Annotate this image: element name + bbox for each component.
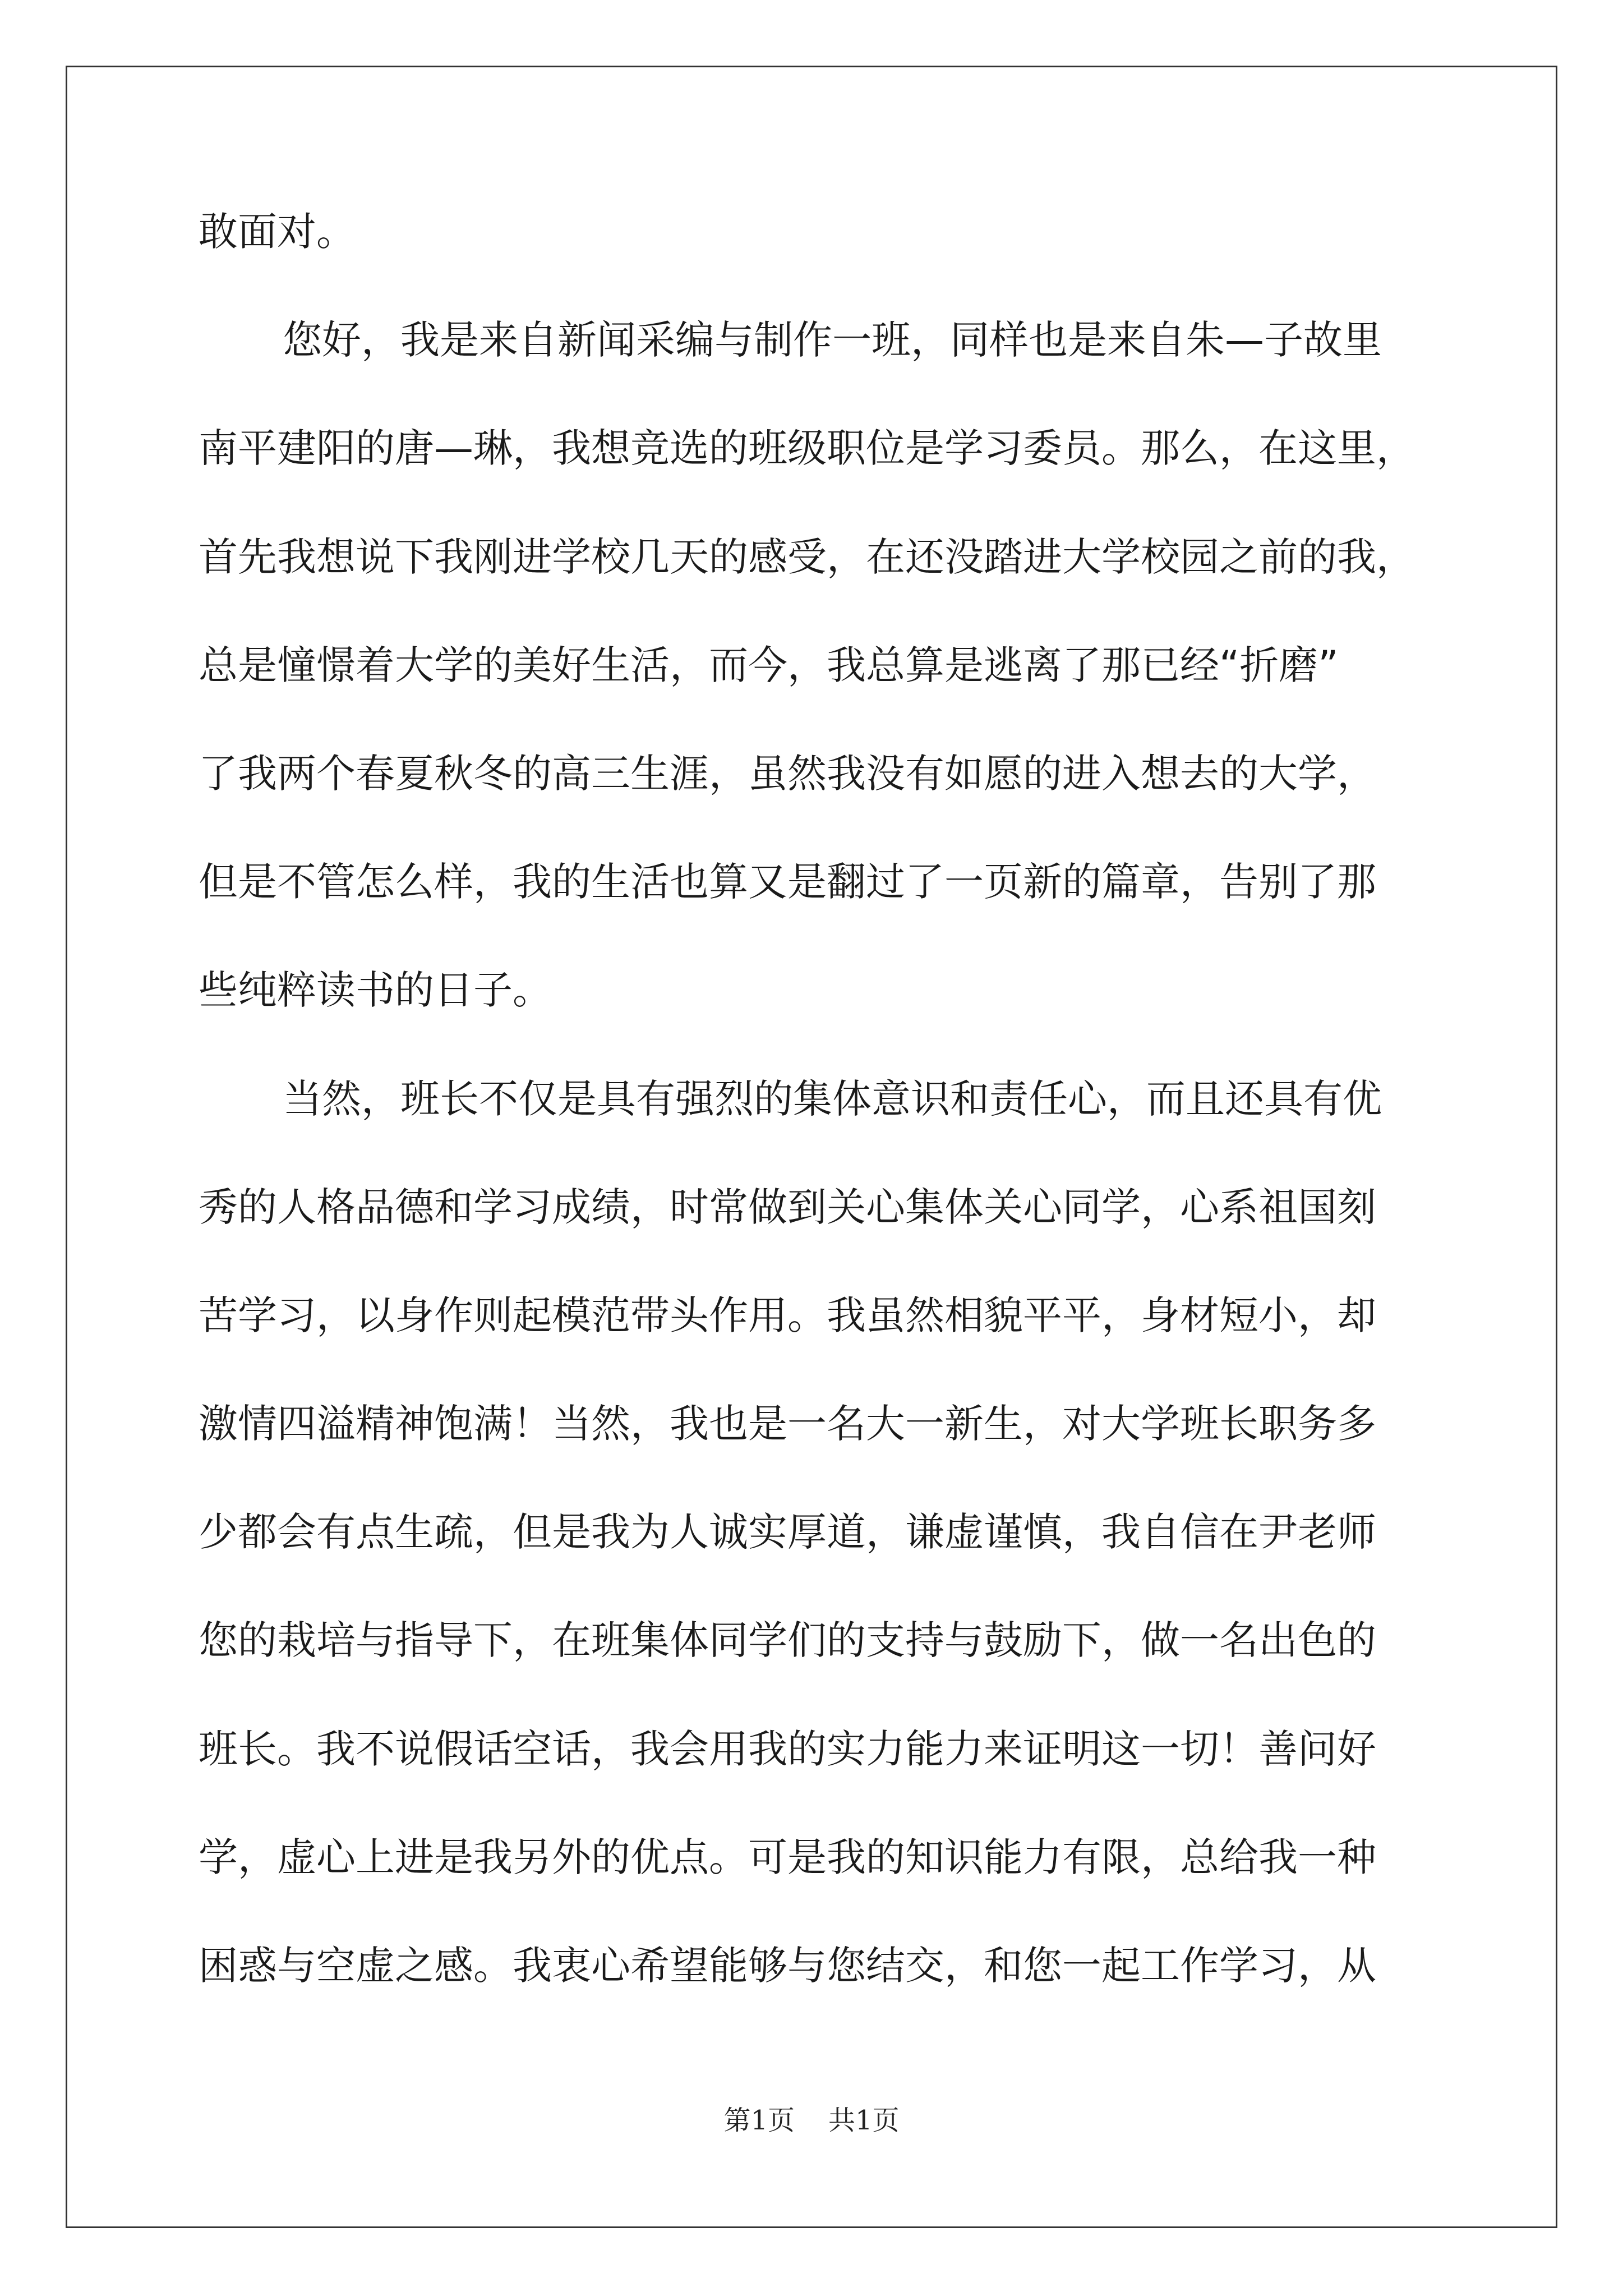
text-line: 少都会有点生疏，但是我为人诚实厚道，谦虚谨慎，我自信在尹老师 (199, 1509, 1376, 1556)
text-line: 苦学习，以身作则起模范带头作用。我虽然相貌平平，身材短小，却 (199, 1292, 1376, 1338)
text-line: 激情四溢精神饱满！当然，我也是一名大一新生，对大学班长职务多 (199, 1401, 1376, 1447)
text-line: 了我两个春夏秋冬的高三生涯，虽然我没有如愿的进入想去的大学， (199, 750, 1376, 797)
text-line: 您好，我是来自新闻采编与制作一班，同样也是来自朱—子故里 (283, 317, 1382, 364)
page-total: 共1页 (828, 2105, 900, 2136)
text-line: 首先我想说下我刚进学校几天的感受，在还没踏进大学校园之前的我， (199, 533, 1415, 580)
text-line: 您的栽培与指导下，在班集体同学们的支持与鼓励下，做一名出色的 (199, 1617, 1376, 1664)
text-line: 班长。我不说假话空话，我会用我的实力能力来证明这一切！善问好 (199, 1726, 1376, 1772)
text-line: 些纯粹读书的日子。 (199, 967, 552, 1014)
document-body (199, 205, 1432, 2047)
text-line: 总是憧憬着大学的美好生活，而今，我总算是逃离了那已经“折磨” (199, 642, 1339, 688)
page-number: 第1页 (723, 2105, 795, 2136)
text-line: 当然，班长不仅是具有强烈的集体意识和责任心，而且还具有优 (283, 1075, 1382, 1122)
text-line: 秀的人格品德和学习成绩，时常做到关心集体关心同学，心系祖国刻 (199, 1184, 1376, 1230)
text-line: 学，虚心上进是我另外的优点。可是我的知识能力有限，总给我一种 (199, 1834, 1376, 1880)
page-footer (0, 2104, 1623, 2137)
text-line: 南平建阳的唐—琳，我想竞选的班级职位是学习委员。那么，在这里， (199, 425, 1415, 472)
text-line: 但是不管怎么样，我的生活也算又是翻过了一页新的篇章，告别了那 (199, 859, 1376, 905)
text-line: 困惑与空虚之感。我衷心希望能够与您结交，和您一起工作学习，从 (199, 1943, 1376, 1989)
text-line: 敢面对。 (199, 209, 356, 255)
